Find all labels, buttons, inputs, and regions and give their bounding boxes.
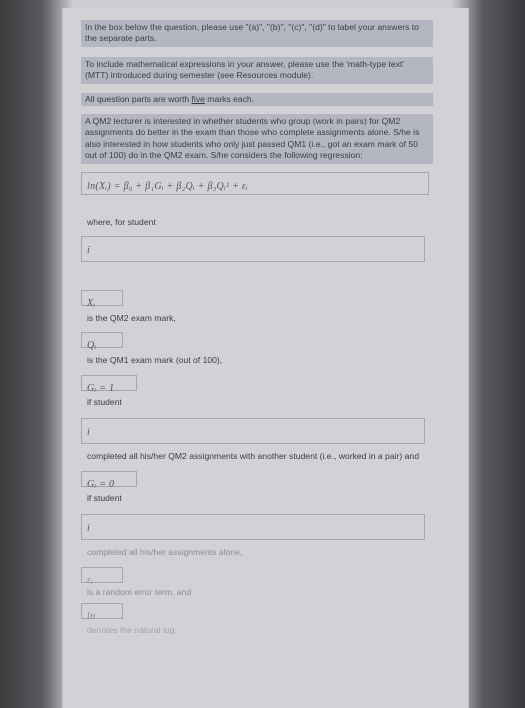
- completed-pair-text: completed all his/her QM2 assignments with another student (i.e., worked in a pair) and: [87, 451, 419, 462]
- i-symbol-box-3: [81, 514, 425, 540]
- q-symbol: Qᵢ: [87, 340, 97, 352]
- x-symbol: Xᵢ: [87, 298, 96, 310]
- instruction-mtt: To include mathematical expressions in your answer, please use the 'math-type text' (MTT) introduced during semester (see Resources module).: [81, 57, 433, 84]
- where-text: where, for student: [87, 216, 156, 227]
- instruction-marks: All question parts are worth five marks each.: [81, 93, 433, 106]
- g0-symbol-box: [81, 471, 137, 490]
- x-symbol-box: [81, 290, 123, 310]
- ln-symbol-box: [81, 603, 123, 622]
- g1-symbol: Gᵢ = 1: [87, 382, 115, 394]
- q-symbol-box: [81, 332, 123, 352]
- completed-alone-text: completed all his/her assignments alone,: [87, 547, 243, 558]
- eps-symbol-box: [81, 567, 123, 586]
- if-student-2: if student: [87, 492, 122, 503]
- i-symbol: i: [87, 245, 91, 257]
- i-symbol-box-1: [81, 236, 425, 262]
- q-description: is the QM1 exam mark (out of 100),: [87, 355, 223, 366]
- question-intro: A QM2 lecturer is interested in whether students who group (work in pairs) for QM2 assignments do better in the exam than those who complete assignments alone. S/he is also interested in how students who only just passed QM1 (i.e., got an exam mark of 50 out of 100) do in the QM2 exam. S/he considers the following regression:: [81, 114, 433, 164]
- regression-equation: ln(Xᵢ) = β₀ + β₁Gᵢ + β₂Qᵢ + β₃Qᵢ² + εᵢ: [87, 180, 249, 192]
- instruction-label-parts: In the box below the question, please use "(a)", "(b)", "(c)", "(d)" to label your answers to the separate parts.: [81, 20, 433, 47]
- question-content: [81, 20, 433, 636]
- eps-symbol: εᵢ: [87, 574, 94, 586]
- i-symbol-3: i: [87, 523, 91, 535]
- i-symbol-box-2: [81, 418, 425, 444]
- question-sheet: [62, 8, 469, 708]
- eps-description: is a random error term, and: [87, 586, 192, 597]
- regression-equation-box: [81, 172, 429, 195]
- g0-symbol: Gᵢ = 0: [87, 478, 115, 490]
- ln-symbol: ln: [87, 610, 96, 622]
- x-description: is the QM2 exam mark,: [87, 313, 176, 324]
- if-student-1: if student: [87, 396, 122, 407]
- ln-description: denotes the natural log.: [87, 624, 177, 635]
- g1-symbol-box: [81, 375, 137, 394]
- i-symbol-2: i: [87, 427, 91, 439]
